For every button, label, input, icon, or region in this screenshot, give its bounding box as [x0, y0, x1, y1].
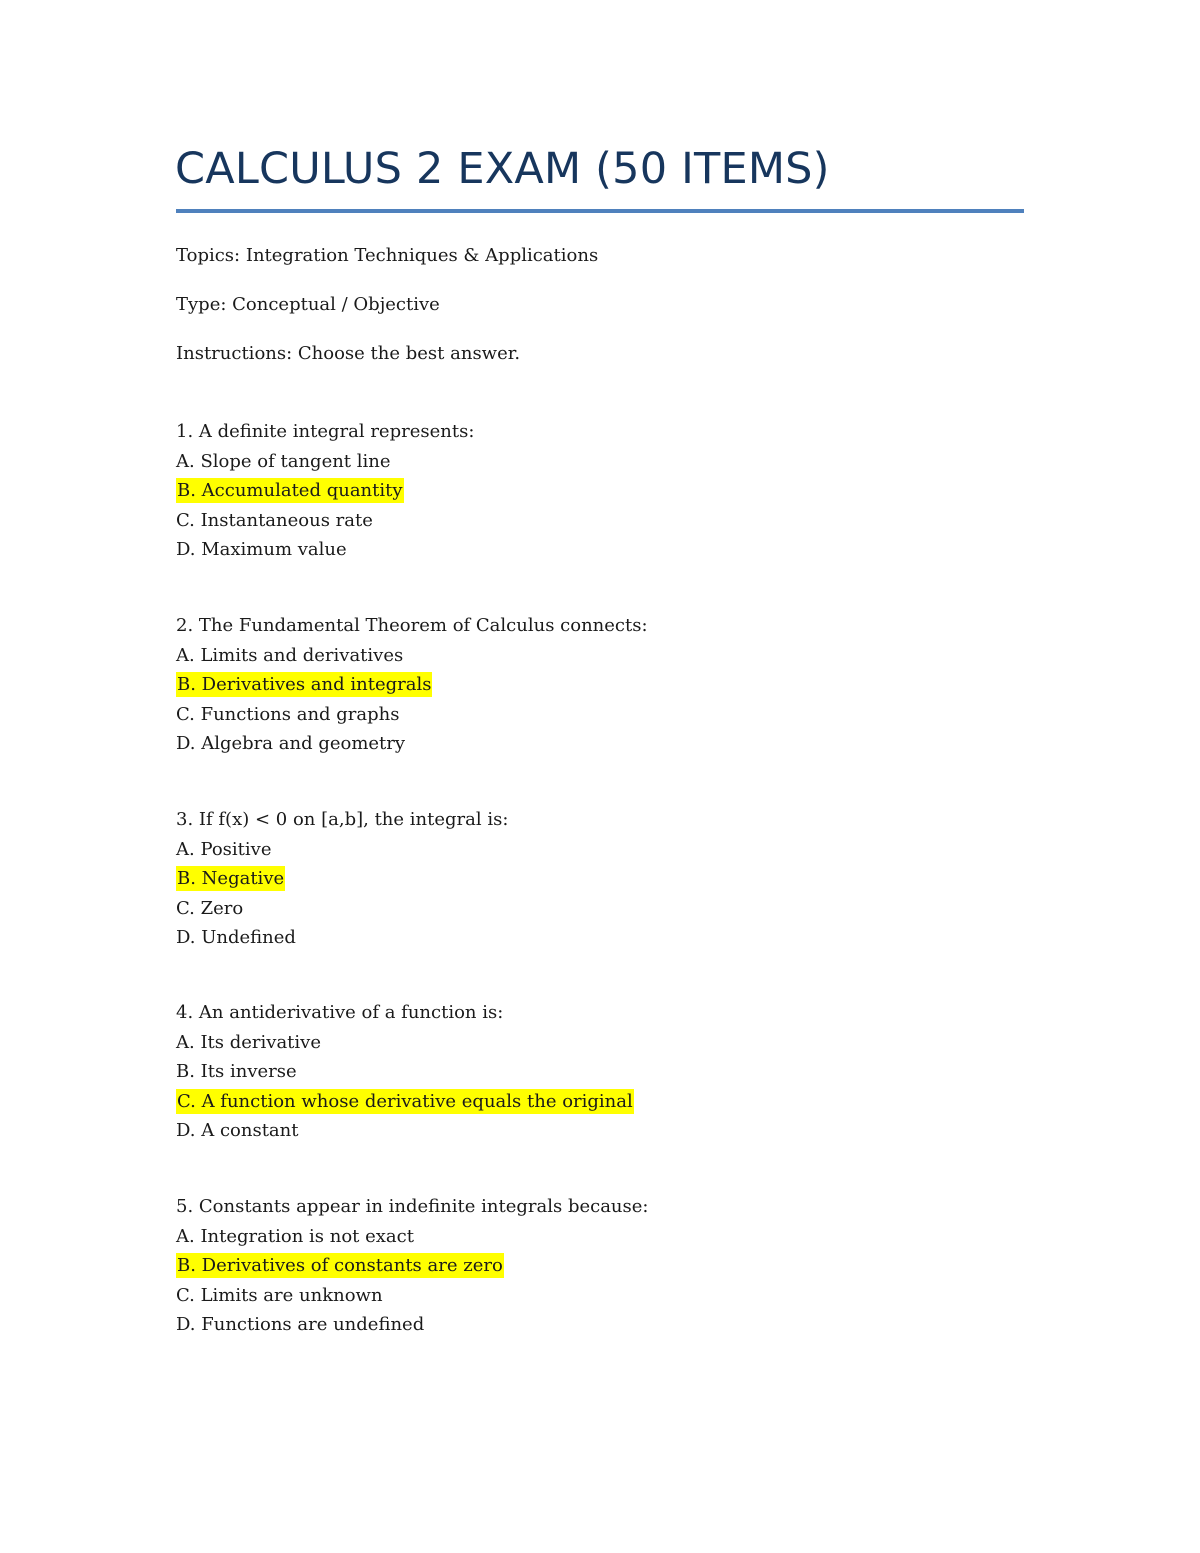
title-underline: [176, 209, 1024, 213]
option-d: D. Undefined: [176, 927, 296, 948]
option-b-correct: [176, 670, 976, 700]
answer-highlight: B. Negative: [177, 868, 285, 889]
option-b: B. Its inverse: [176, 1061, 297, 1082]
question-5: [176, 1192, 976, 1340]
question-stem: 3. If f(x) < 0 on [a,b], the integral is:: [176, 809, 509, 830]
option-d: D. A constant: [176, 1120, 299, 1141]
type-line: Type: Conceptual / Objective: [176, 294, 440, 315]
question-stem: 1. A definite integral represents:: [176, 421, 475, 442]
question-2: [176, 611, 976, 759]
answer-highlight: B. Accumulated quantity: [177, 480, 403, 501]
question-stem: 4. An antiderivative of a function is:: [176, 1002, 504, 1023]
option-d: D. Functions are undefined: [176, 1314, 425, 1335]
question-1: [176, 417, 976, 565]
option-a: A. Integration is not exact: [176, 1225, 414, 1247]
answer-highlight: B. Derivatives and integrals: [177, 674, 432, 695]
topics-line: Topics: Integration Techniques & Applications: [176, 245, 599, 266]
instructions-line: Instructions: Choose the best answer.: [176, 343, 521, 364]
option-b-correct: [176, 1251, 976, 1281]
option-c: C. Instantaneous rate: [176, 509, 373, 531]
option-c-correct: [176, 1087, 976, 1117]
answer-highlight: C. A function whose derivative equals the original: [177, 1090, 633, 1112]
option-c: C. Functions and graphs: [176, 703, 400, 725]
question-stem: 2. The Fundamental Theorem of Calculus connects:: [176, 615, 648, 636]
question-stem: 5. Constants appear in indefinite integrals because:: [176, 1196, 649, 1217]
option-b-correct: [176, 476, 976, 506]
option-a: A. Limits and derivatives: [176, 644, 404, 666]
option-c: C. Zero: [176, 897, 244, 919]
option-a: A. Slope of tangent line: [176, 450, 391, 472]
option-a: A. Positive: [176, 838, 272, 860]
question-3: [176, 805, 976, 953]
option-d: D. Maximum value: [176, 539, 347, 560]
question-4: [176, 998, 976, 1146]
option-d: D. Algebra and geometry: [176, 733, 406, 754]
option-b-correct: [176, 864, 976, 894]
answer-highlight: B. Derivatives of constants are zero: [177, 1255, 503, 1276]
page-title: CALCULUS 2 EXAM (50 ITEMS): [175, 144, 830, 194]
option-c: C. Limits are unknown: [176, 1284, 383, 1306]
option-a: A. Its derivative: [176, 1031, 321, 1053]
